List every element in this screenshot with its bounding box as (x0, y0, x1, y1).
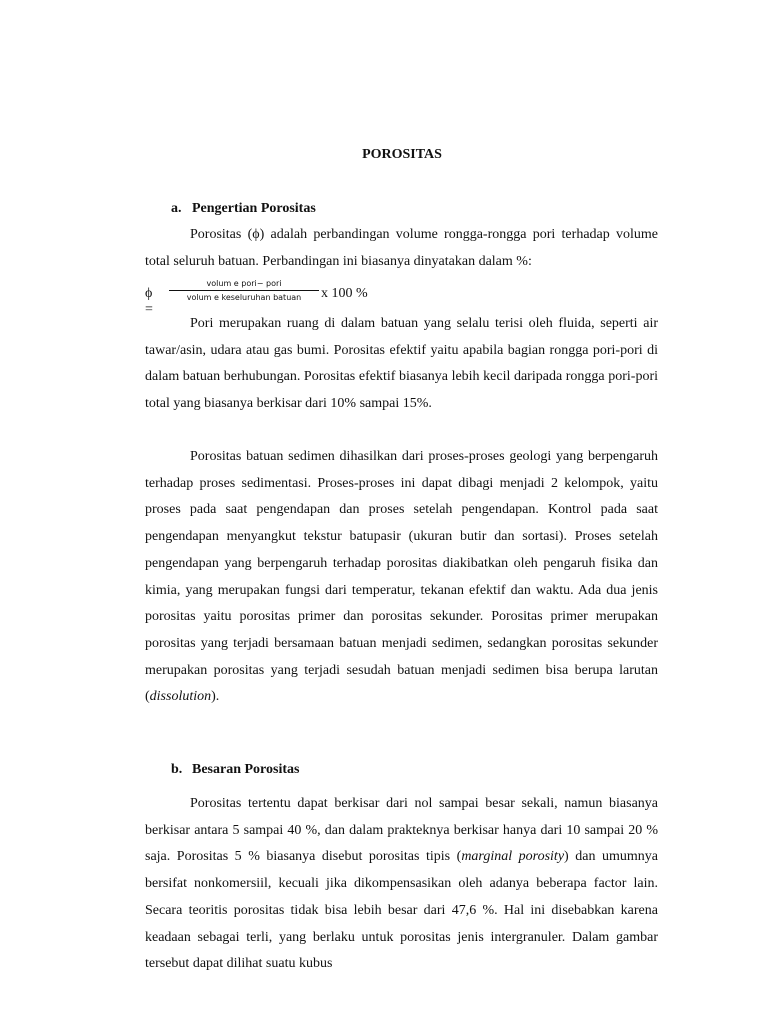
section-a-marker: a. (171, 201, 182, 216)
formula-fraction (169, 279, 319, 302)
dissolution-term: dissolution (149, 689, 212, 705)
section-b-paragraph-1-text: Porositas tertentu dapat berkisar dari nol sampai besar sekali, namun biasanya berkisar antara 5 sampai 40 %, dan dalam prakteknya berkisar hanya dari 10 sampai 20 % saja. Porositas 5 % biasanya disebut porositas tipis ( (145, 796, 658, 865)
section-b-paragraph-1-end: ) dan umumnya bersifat nonkomersiil, kecuali jika dikompensasikan oleh adanya beberapa factor lain. Secara teoritis porositas tidak bisa lebih besar dari 47,6 %. Hal ini disebabkan karena keadaan sebagai terli, yang berlaku untuk porositas jenis intergranuler. Dalam gambar tersebut dapat dilihat suatu kubus (145, 849, 658, 972)
page-title: POROSITAS (362, 147, 442, 162)
formula-denominator: volum e keseluruhan batuan (186, 293, 302, 302)
formula-lhs: ϕ = (145, 286, 153, 317)
section-a-paragraph-3-end: ). (211, 689, 220, 705)
section-b-heading-text: Besaran Porositas (192, 762, 300, 777)
section-b-paragraph-1 (145, 791, 658, 978)
section-a-paragraph-2: Pori merupakan ruang di dalam batuan yang selalu terisi oleh fluida, seperti air tawar/asin, udara atau gas bumi. Porositas efektif yaitu apabila bagian rongga pori-pori di dalam batuan berhubungan. Porositas efektif biasanya lebih kecil daripada rongga pori-pori total yang biasanya berkisar dari 10% sampai 15%. (145, 316, 658, 412)
section-b-marker: b. (171, 762, 183, 777)
section-a-paragraph-3 (145, 444, 658, 711)
section-a-paragraph-3-text: Porositas batuan sedimen dihasilkan dari proses-proses geologi yang berpengaruh terhadap proses sedimentasi. Proses-proses ini dapat dibagi menjadi 2 kelompok, yaitu proses pada saat pengendapan dan proses setelah pengendapan. Kontrol pada saat pengendapan menyangkut tekstur batupasir (ukuran butir dan sortasi). Proses setelah pengendapan yang berpengaruh terhadap porositas diakibatkan oleh pengaruh fisika dan kimia, yang merupakan fungsi dari temperatur, tekanan efektif dan waktu. Ada dua jenis porositas yaitu porositas primer dan porositas sekunder. Porositas primer merupakan porositas yang terjadi bersamaan batuan menjadi sedimen, sedangkan porositas sekunder merupakan porositas yang terjadi sesudah batuan menjadi sedimen bisa berupa larutan ( (145, 449, 658, 705)
section-a-heading (171, 201, 316, 217)
section-a-paragraph-1: Porositas (ϕ) adalah perbandingan volume rongga-rongga pori terhadap volume total seluruh batuan. Perbandingan ini biasanya dinyatakan dalam %: (145, 227, 658, 269)
marginal-porosity-term: marginal porosity (461, 849, 565, 865)
formula-multiplier: x 100 % (321, 286, 368, 301)
formula-numerator: volum e pori− pori (169, 279, 319, 291)
section-a-heading-text: Pengertian Porositas (192, 201, 316, 216)
section-b-heading (171, 762, 299, 778)
